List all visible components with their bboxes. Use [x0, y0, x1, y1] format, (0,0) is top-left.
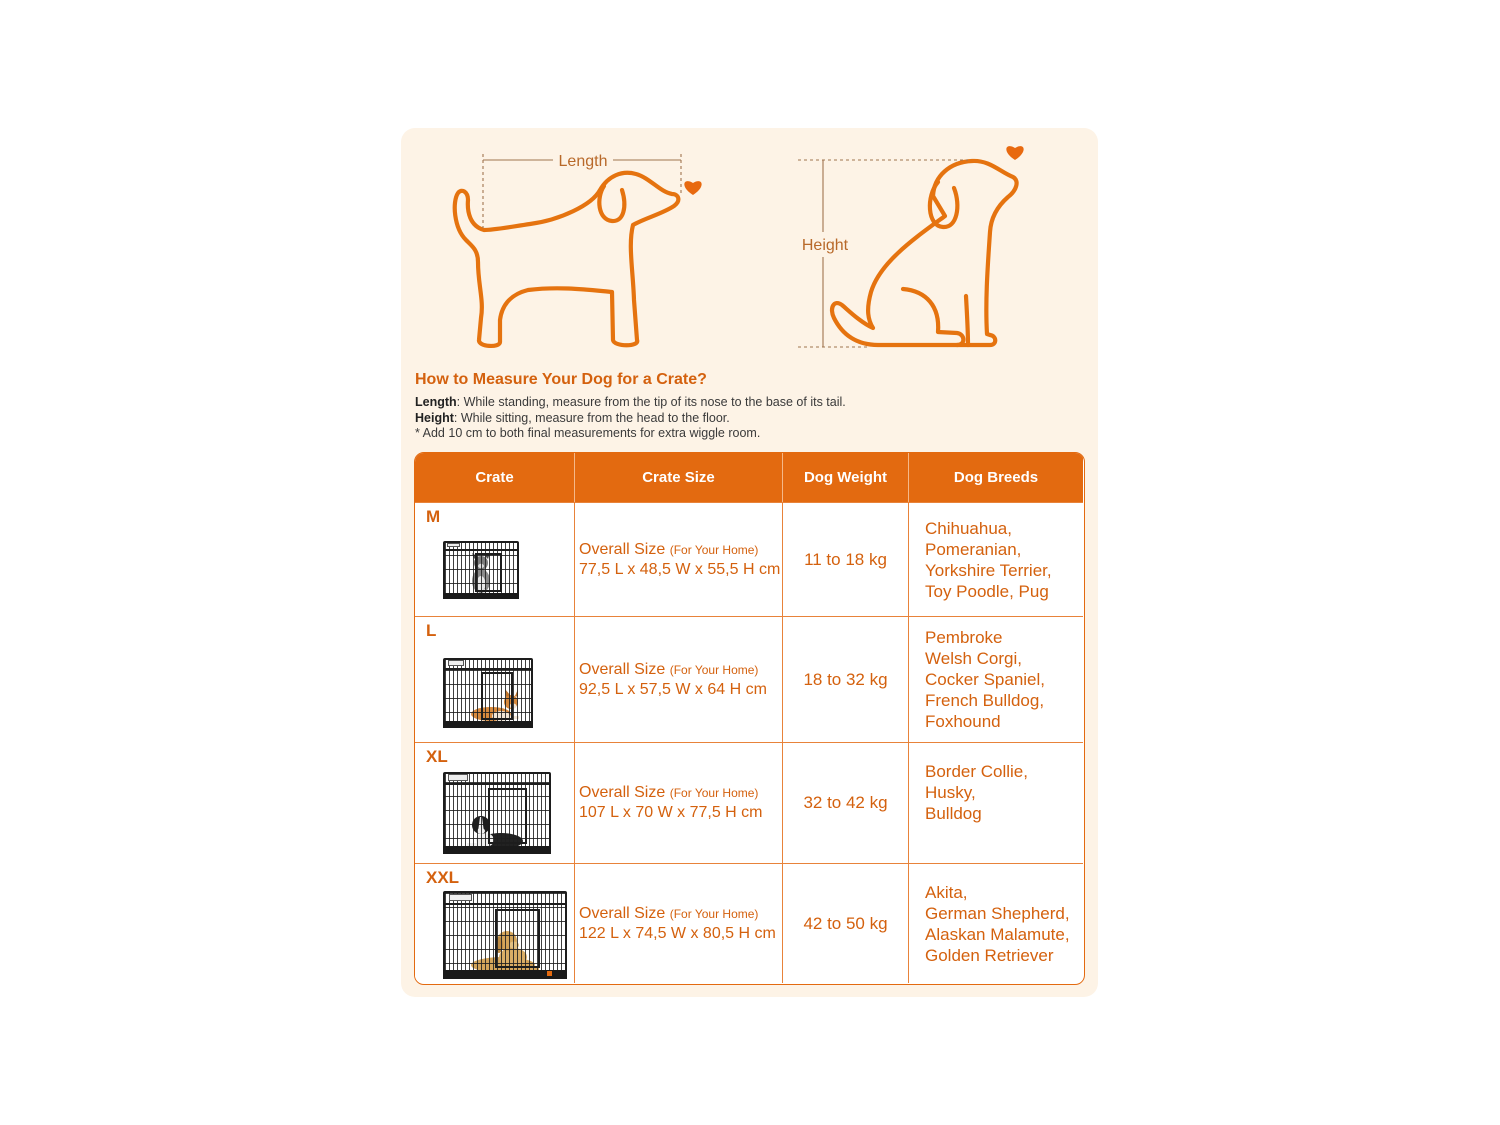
size-label-xxl: XXL [426, 868, 460, 887]
header-dog-breeds: Dog Breeds [909, 453, 1083, 502]
crate-tray [443, 721, 533, 728]
breed-line: Akita, [925, 882, 968, 902]
crate-dimensions: 92,5 L x 57,5 W x 64 H cm [579, 680, 767, 698]
dog-breeds-l [909, 616, 1083, 742]
crate-door [495, 909, 540, 969]
breed-line: Chihuahua, [925, 518, 1012, 538]
crate-size-cell-l [575, 616, 783, 742]
crate-tag [547, 971, 552, 976]
crate-xxl-image [443, 891, 567, 979]
wiggle-room-note: * Add 10 cm to both final measurements for extra wiggle room. [415, 426, 761, 440]
header-crate-size: Crate Size [575, 453, 783, 502]
crate-door [488, 788, 527, 844]
crate-door [481, 672, 513, 720]
crate-plate [447, 543, 461, 548]
crate-cell-xxl [415, 863, 575, 983]
breed-line: Cocker Spaniel, [925, 670, 1046, 689]
crate-size-cell-xxl [575, 863, 783, 983]
guide-heading: How to Measure Your Dog for a Crate? [415, 371, 707, 388]
breed-line: German Shepherd, [925, 903, 1070, 923]
length-text: : While standing, measure from the tip of its nose to the base of its tail. [456, 395, 846, 409]
overall-size-line [579, 540, 782, 560]
height-term: Height [415, 410, 454, 425]
crate-l-image [443, 658, 533, 728]
overall-size-line [579, 660, 782, 680]
overall-size-line [579, 783, 782, 803]
overall-size-line [579, 904, 782, 924]
breed-line: French Bulldog, [925, 691, 1045, 710]
crate-roof-edge [443, 668, 533, 670]
height-label: Height [801, 237, 849, 254]
sitting-dog-illustration [832, 161, 1017, 345]
overall-size-note: (For Your Home) [669, 662, 759, 677]
dog-weight-l: 18 to 32 kg [783, 616, 909, 742]
header-crate: Crate [415, 453, 575, 502]
overall-size-label: Overall Size [579, 904, 666, 922]
header-dog-weight: Dog Weight [783, 453, 909, 502]
measure-instructions [415, 395, 846, 442]
breed-line: Bulldog [925, 803, 982, 823]
overall-size-label: Overall Size [579, 784, 666, 801]
dog-weight-m: 11 to 18 kg [783, 502, 909, 616]
crate-door [475, 553, 502, 592]
crate-cell-xl [415, 742, 575, 863]
size-label-m: M [426, 507, 441, 526]
breed-line: Alaskan Malamute, [925, 924, 1070, 944]
crate-size-cell-m [575, 502, 783, 616]
crate-dimensions: 107 L x 70 W x 77,5 H cm [579, 804, 763, 821]
heart-icon [684, 181, 701, 195]
crate-xl-image [443, 772, 551, 854]
crate-size-table [414, 452, 1085, 985]
dog-breeds-xxl [909, 863, 1083, 983]
size-label-xl: XL [426, 747, 448, 766]
crate-cell-l [415, 616, 575, 742]
dog-breeds-xl [909, 742, 1083, 863]
crate-plate [448, 774, 467, 781]
size-guide-card [401, 128, 1098, 997]
breed-line: Pembroke [925, 628, 1003, 647]
height-dimension [798, 160, 968, 347]
crate-dimensions: 77,5 L x 48,5 W x 55,5 H cm [579, 560, 781, 578]
breed-line: Pomeranian, [925, 539, 1022, 559]
crate-roof-edge [443, 549, 519, 551]
crate-plate [449, 894, 471, 901]
overall-size-note: (For Your Home) [669, 906, 759, 921]
crate-cell-m [415, 502, 575, 616]
breed-line: Husky, [925, 782, 976, 802]
height-instruction [415, 411, 846, 427]
overall-size-note: (For Your Home) [669, 786, 759, 800]
crate-size-cell-xl [575, 742, 783, 863]
overall-size-note: (For Your Home) [669, 542, 759, 557]
heart-icon [1006, 146, 1023, 160]
breed-line: Yorkshire Terrier, [925, 560, 1052, 580]
crate-roof-edge [443, 903, 567, 905]
breed-line: Foxhound [925, 712, 1001, 731]
crate-tray [443, 846, 551, 854]
height-text: : While sitting, measure from the head to the floor. [453, 410, 730, 425]
breed-line: Golden Retriever [925, 945, 1054, 965]
length-instruction [415, 395, 846, 411]
breed-line: Toy Poodle, Pug [925, 581, 1049, 601]
crate-dimensions: 122 L x 74,5 W x 80,5 H cm [579, 924, 776, 942]
crate-m-image [443, 541, 519, 599]
crate-roof-edge [443, 783, 551, 785]
dog-weight-xl: 32 to 42 kg [783, 742, 909, 863]
overall-size-label: Overall Size [579, 540, 666, 558]
crate-plate [448, 660, 464, 666]
breed-line: Welsh Corgi, [925, 649, 1022, 668]
length-label: Length [558, 153, 608, 170]
dog-breeds-m [909, 502, 1083, 616]
overall-size-label: Overall Size [579, 660, 666, 678]
dog-weight-xxl: 42 to 50 kg [783, 863, 909, 983]
size-label-l: L [426, 621, 437, 640]
breed-line: Border Collie, [925, 761, 1028, 781]
length-term: Length [415, 395, 457, 409]
standing-dog-illustration [455, 173, 679, 346]
crate-tray [443, 593, 519, 599]
measurement-illustrations [401, 128, 1098, 363]
